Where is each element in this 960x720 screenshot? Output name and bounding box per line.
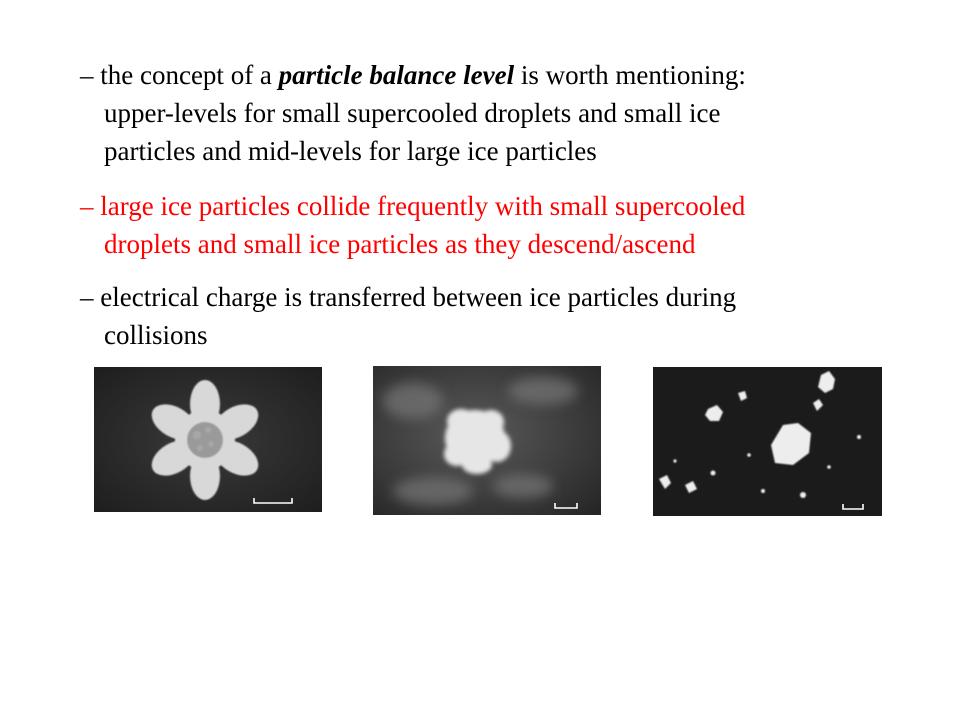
bullet-collisions-highlighted (80, 187, 900, 263)
bullet-charge-transfer (80, 278, 900, 354)
bullet-dash: – (80, 191, 101, 221)
bullet-text: is worth mentioning: (514, 60, 746, 90)
ice-fragments-photo (653, 367, 882, 516)
emphasis-term: particle balance level (278, 60, 515, 90)
bullet-text: the concept of a (100, 60, 279, 90)
bullet-line (80, 278, 900, 316)
bullet-continuation: collisions (104, 320, 208, 350)
graupel-particle-photo (373, 366, 601, 515)
bullet-particle-balance-level (80, 56, 900, 170)
bullet-line (80, 187, 900, 225)
bullet-dash: – (80, 282, 101, 312)
snowflake-dendrite-photo (94, 367, 322, 512)
bullet-continuation: upper-levels for small supercooled droplets and small ice (104, 98, 721, 128)
bullet-line (80, 56, 900, 94)
bullet-continuation: particles and mid-levels for large ice particles (104, 136, 597, 166)
bullet-dash: – (80, 60, 101, 90)
bullet-continuation: droplets and small ice particles as they descend/ascend (104, 229, 696, 259)
bullet-text: electrical charge is transferred between ice particles during (100, 282, 737, 312)
bullet-text: large ice particles collide frequently with small supercooled (100, 191, 746, 221)
